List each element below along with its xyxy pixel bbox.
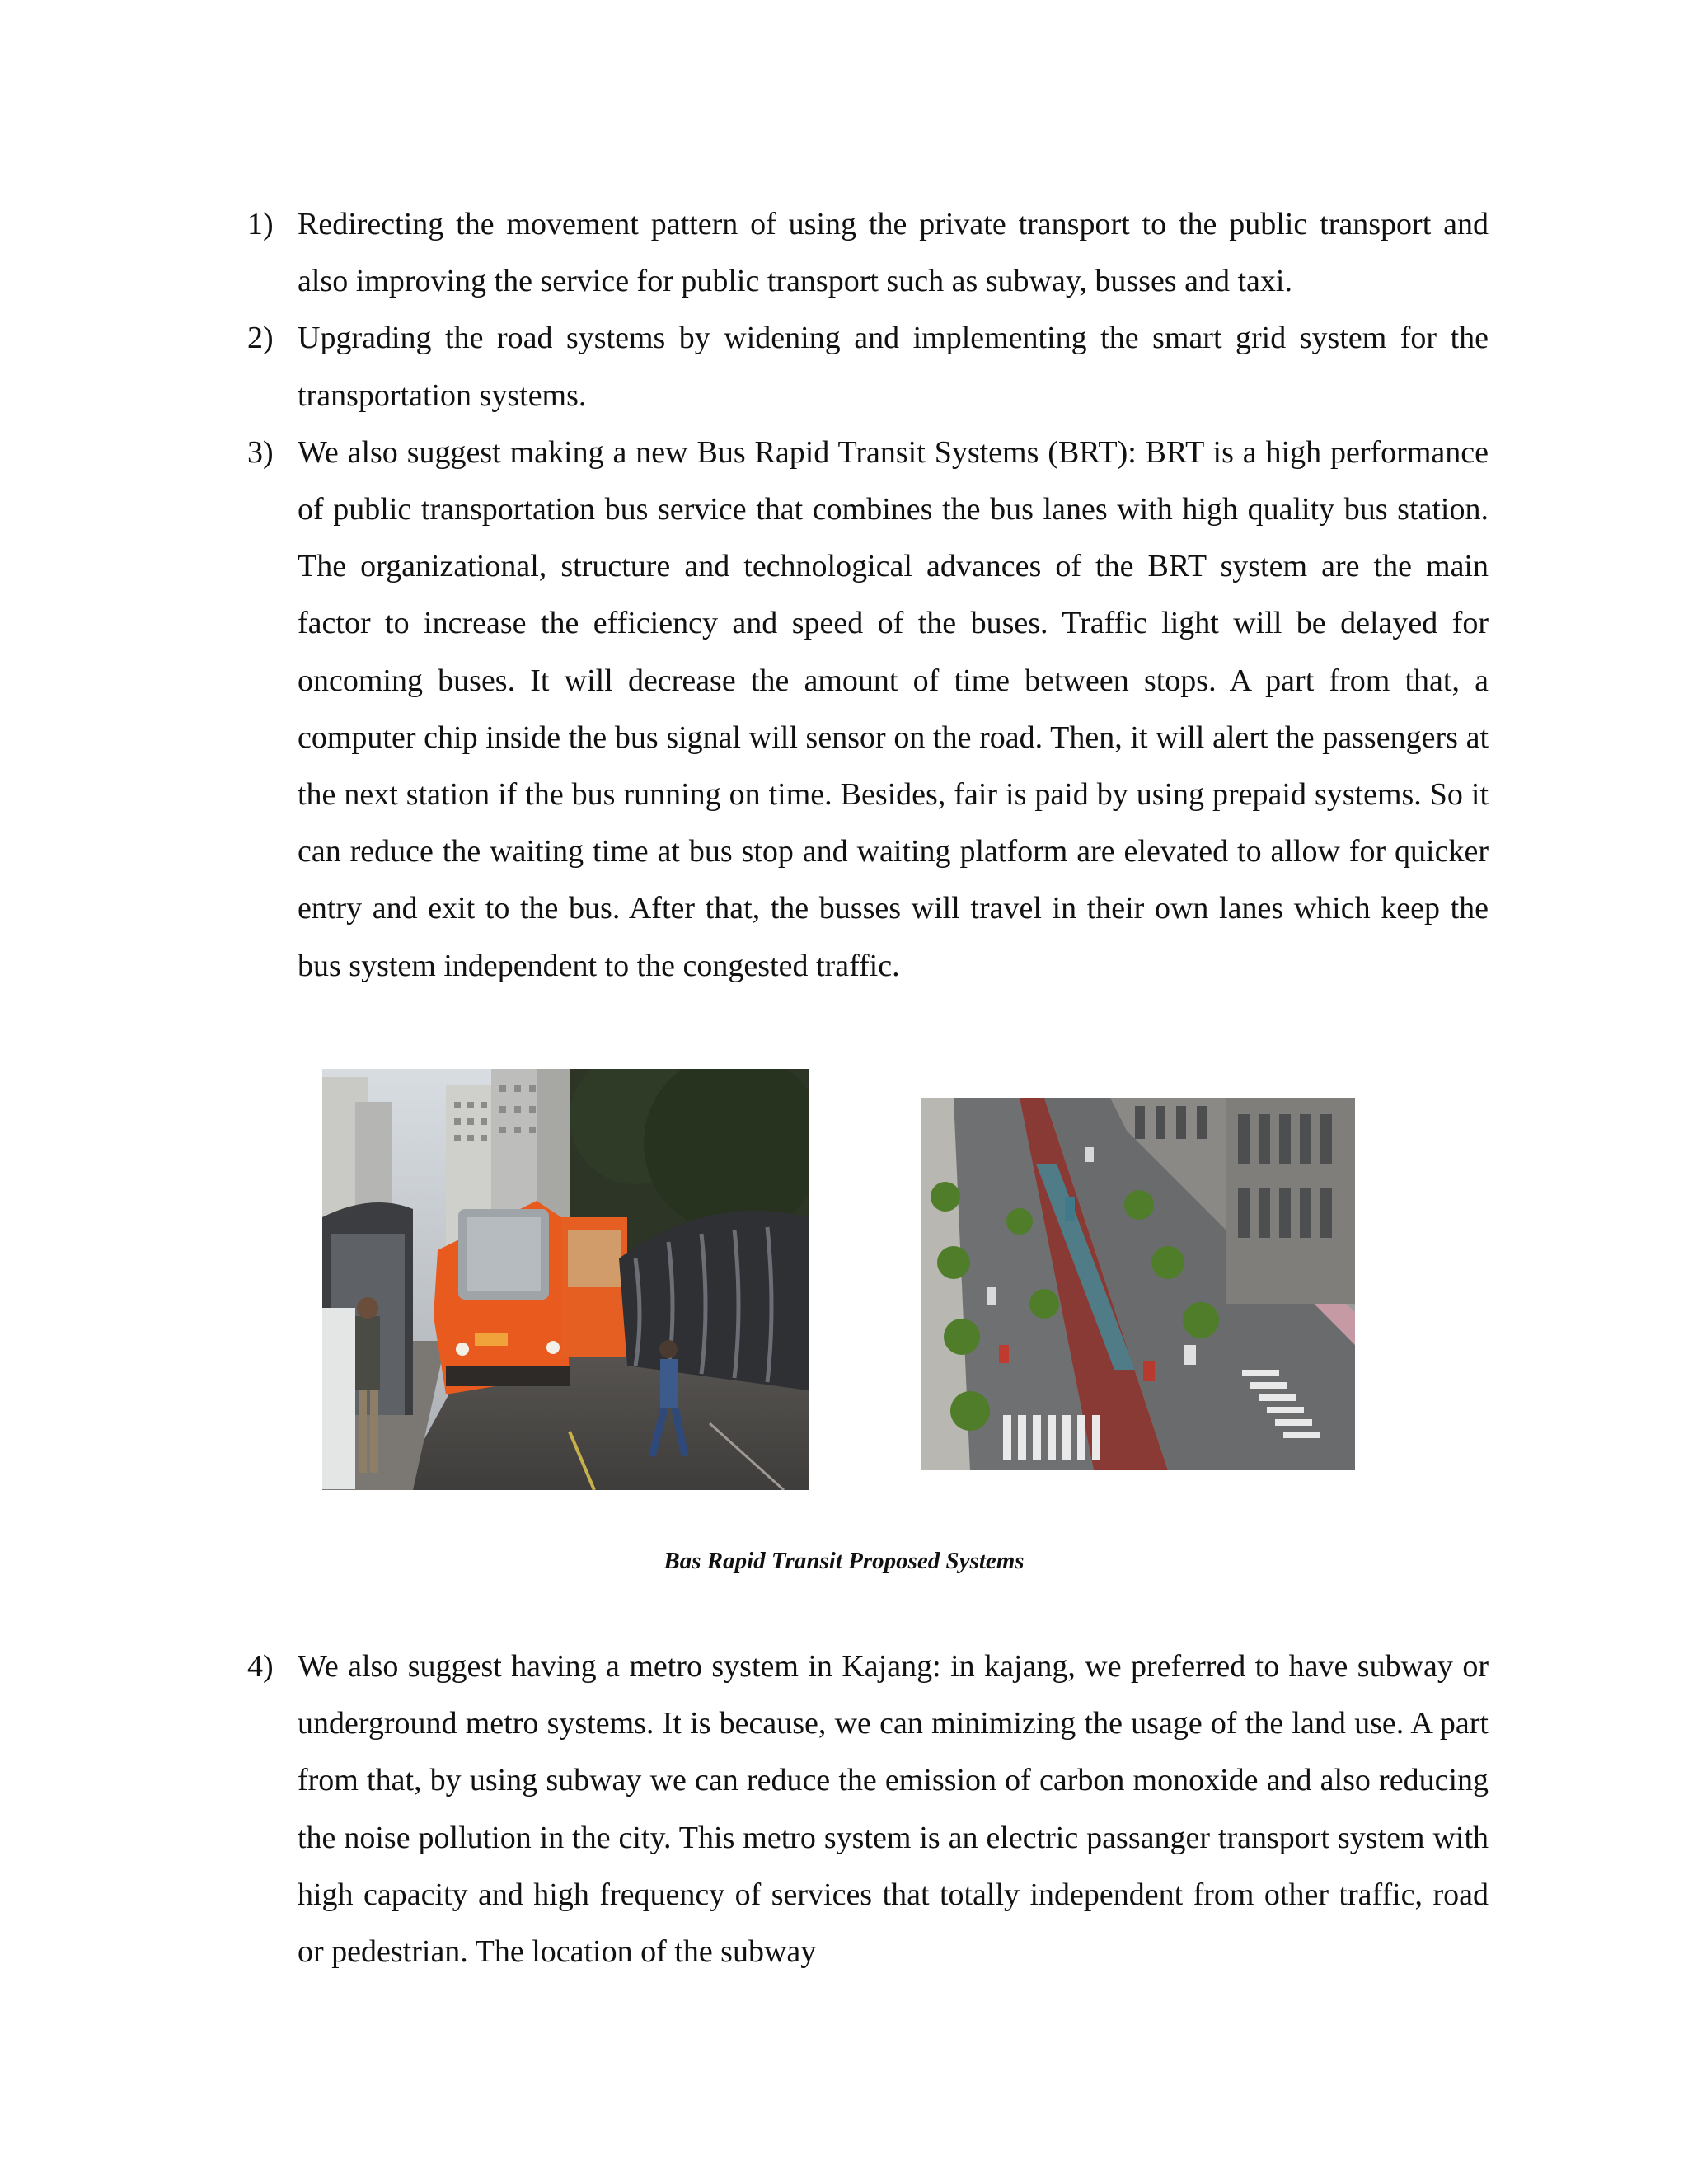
list-item-number: 3) <box>247 434 274 470</box>
list-item-number: 1) <box>247 207 274 241</box>
figure-caption: Bas Rapid Transit Proposed Systems <box>663 1548 1025 1574</box>
list-item-text: Redirecting the movement pattern of using the private transport to the public transport and also improving the service for public transport such as subway, busses and taxi. <box>298 207 1489 299</box>
list-item-text: We also suggest having a metro system in Kajang: in kajang, we preferred to have subway or underground metro systems. It is because, we can minimizing the usage of the land use. A part from that, by using subway we can reduce the emission of carbon monoxide and also reducing the noise pollution in the city. This metro system is an electric passanger transport system with high capacity and high frequency of services that totally independent from other traffic, road or pedestrian. The location of the subway <box>298 1649 1489 1970</box>
brt-bus-station-photo <box>322 1069 809 1490</box>
numbered-list <box>247 196 1489 995</box>
list-item <box>247 196 1489 310</box>
list-item-text: We also suggest making a new Bus Rapid Transit Systems (BRT): BRT is a high performance of public transportation bus service that combines the bus lanes with high quality bus station. The organizational, structure and technological advances of the BRT system are the main factor to increase the efficiency and speed of the buses. Traffic light will be delayed for oncoming buses. It will decrease the amount of time between stops. A part from that, a computer chip inside the bus signal will sensor on the road. Then, it will alert the passengers at the next station if the bus running on time. Besides, fair is paid by using prepaid systems. So it can reduce the waiting time at bus stop and waiting platform are elevated to allow for quicker entry and exit to the bus. After that, the busses will travel in their own lanes which keep the bus system independent to the congested traffic. <box>298 434 1489 983</box>
brt-street-rendering <box>921 1098 1355 1470</box>
list-item-text: Upgrading the road systems by widening and implementing the smart grid system for the transportation systems. <box>298 321 1489 413</box>
numbered-list <box>247 1638 1489 1980</box>
list-item <box>247 310 1489 424</box>
list-item <box>247 424 1489 995</box>
list-item <box>247 1638 1489 1980</box>
list-item-number: 2) <box>247 321 274 356</box>
list-item-number: 4) <box>247 1649 274 1684</box>
